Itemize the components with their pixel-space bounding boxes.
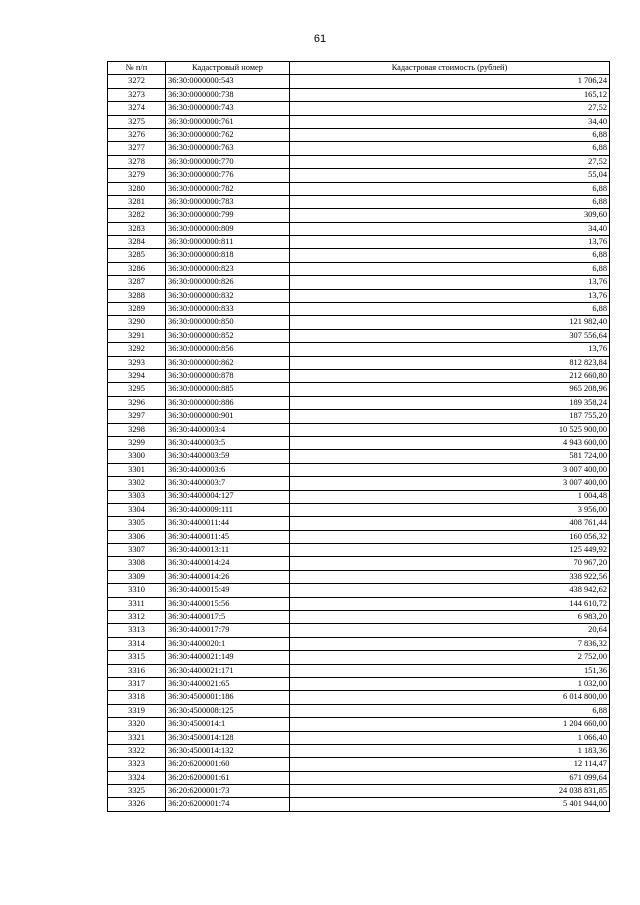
row-number-cell: 3324 bbox=[108, 771, 166, 784]
cadastral-number-cell: 36:30:0000000:833 bbox=[166, 303, 290, 316]
cadastral-value-cell: 338 922,56 bbox=[290, 570, 610, 583]
row-number-cell: 3273 bbox=[108, 88, 166, 101]
cadastral-number-cell: 36:30:0000000:543 bbox=[166, 75, 290, 88]
cadastral-number-cell: 36:30:4400013:11 bbox=[166, 544, 290, 557]
row-number-cell: 3298 bbox=[108, 423, 166, 436]
row-number-cell: 3304 bbox=[108, 503, 166, 516]
cadastral-number-cell: 36:30:4400003:4 bbox=[166, 423, 290, 436]
table-row bbox=[108, 222, 610, 235]
cadastral-number-cell: 36:30:4400003:59 bbox=[166, 450, 290, 463]
cadastral-value-cell: 5 401 944,00 bbox=[290, 798, 610, 811]
table-row bbox=[108, 691, 610, 704]
cadastral-number-cell: 36:30:4400003:5 bbox=[166, 436, 290, 449]
cadastral-value-cell: 2 752,00 bbox=[290, 651, 610, 664]
cadastral-value-cell: 34,40 bbox=[290, 115, 610, 128]
cadastral-number-cell: 36:30:0000000:852 bbox=[166, 329, 290, 342]
row-number-cell: 3311 bbox=[108, 597, 166, 610]
cadastral-number-cell: 36:30:0000000:763 bbox=[166, 142, 290, 155]
table-row bbox=[108, 289, 610, 302]
cadastral-number-cell: 36:30:0000000:826 bbox=[166, 276, 290, 289]
table-row bbox=[108, 102, 610, 115]
row-number-cell: 3301 bbox=[108, 463, 166, 476]
cadastral-value-cell: 189 358,24 bbox=[290, 396, 610, 409]
cadastral-value-cell: 6,88 bbox=[290, 262, 610, 275]
table-row bbox=[108, 209, 610, 222]
table-row bbox=[108, 637, 610, 650]
row-number-cell: 3276 bbox=[108, 128, 166, 141]
cadastral-number-cell: 36:20:6200001:61 bbox=[166, 771, 290, 784]
table-row bbox=[108, 677, 610, 690]
table-row bbox=[108, 785, 610, 798]
cadastral-number-cell: 36:30:0000000:762 bbox=[166, 128, 290, 141]
table-row bbox=[108, 651, 610, 664]
row-number-cell: 3302 bbox=[108, 477, 166, 490]
cadastral-number-cell: 36:30:4500014:1 bbox=[166, 718, 290, 731]
cadastral-number-cell: 36:30:4400011:44 bbox=[166, 517, 290, 530]
cadastral-value-cell: 6,88 bbox=[290, 142, 610, 155]
row-number-cell: 3284 bbox=[108, 236, 166, 249]
table-row bbox=[108, 383, 610, 396]
row-number-cell: 3307 bbox=[108, 544, 166, 557]
cadastral-number-cell: 36:30:0000000:901 bbox=[166, 410, 290, 423]
table-row bbox=[108, 477, 610, 490]
row-number-cell: 3280 bbox=[108, 182, 166, 195]
table-row bbox=[108, 262, 610, 275]
row-number-cell: 3294 bbox=[108, 369, 166, 382]
table-body bbox=[108, 75, 610, 811]
cadastral-number-cell: 36:30:0000000:809 bbox=[166, 222, 290, 235]
cadastral-value-cell: 6 983,20 bbox=[290, 611, 610, 624]
table-row bbox=[108, 436, 610, 449]
row-number-cell: 3297 bbox=[108, 410, 166, 423]
row-number-cell: 3314 bbox=[108, 637, 166, 650]
row-number-cell: 3293 bbox=[108, 356, 166, 369]
cadastral-value-cell: 4 943 600,00 bbox=[290, 436, 610, 449]
table-row bbox=[108, 182, 610, 195]
cadastral-value-cell: 34,40 bbox=[290, 222, 610, 235]
header-cadastral-value: Кадастровая стоимость (рублей) bbox=[290, 62, 610, 75]
header-cadastral-number: Кадастровый номер bbox=[166, 62, 290, 75]
row-number-cell: 3295 bbox=[108, 383, 166, 396]
cadastral-value-cell: 70 967,20 bbox=[290, 557, 610, 570]
row-number-cell: 3290 bbox=[108, 316, 166, 329]
table-row bbox=[108, 744, 610, 757]
cadastral-number-cell: 36:30:0000000:862 bbox=[166, 356, 290, 369]
table-row bbox=[108, 423, 610, 436]
cadastral-number-cell: 36:20:6200001:73 bbox=[166, 785, 290, 798]
cadastral-number-cell: 36:30:0000000:832 bbox=[166, 289, 290, 302]
table-row bbox=[108, 517, 610, 530]
table-row bbox=[108, 195, 610, 208]
cadastral-value-cell: 144 610,72 bbox=[290, 597, 610, 610]
cadastral-number-cell: 36:30:4400015:56 bbox=[166, 597, 290, 610]
cadastral-number-cell: 36:30:4400021:171 bbox=[166, 664, 290, 677]
cadastral-value-cell: 212 660,80 bbox=[290, 369, 610, 382]
table-header bbox=[108, 62, 610, 75]
row-number-cell: 3300 bbox=[108, 450, 166, 463]
cadastral-value-cell: 581 724,00 bbox=[290, 450, 610, 463]
table-row bbox=[108, 169, 610, 182]
cadastral-value-cell: 12 114,47 bbox=[290, 758, 610, 771]
cadastral-number-cell: 36:30:4500014:128 bbox=[166, 731, 290, 744]
table-row bbox=[108, 142, 610, 155]
cadastral-value-cell: 13,76 bbox=[290, 276, 610, 289]
cadastral-value-cell: 13,76 bbox=[290, 236, 610, 249]
row-number-cell: 3312 bbox=[108, 611, 166, 624]
cadastral-number-cell: 36:30:0000000:856 bbox=[166, 343, 290, 356]
cadastral-value-cell: 7 836,32 bbox=[290, 637, 610, 650]
cadastral-value-cell: 1 706,24 bbox=[290, 75, 610, 88]
header-row bbox=[108, 62, 610, 75]
row-number-cell: 3320 bbox=[108, 718, 166, 731]
table-row bbox=[108, 329, 610, 342]
cadastral-number-cell: 36:30:4400014:24 bbox=[166, 557, 290, 570]
cadastral-number-cell: 36:30:4500014:132 bbox=[166, 744, 290, 757]
cadastral-number-cell: 36:30:0000000:878 bbox=[166, 369, 290, 382]
table-row bbox=[108, 463, 610, 476]
table-row bbox=[108, 343, 610, 356]
cadastral-value-cell: 20,64 bbox=[290, 624, 610, 637]
cadastral-value-cell: 6,88 bbox=[290, 128, 610, 141]
row-number-cell: 3299 bbox=[108, 436, 166, 449]
cadastral-number-cell: 36:30:0000000:783 bbox=[166, 195, 290, 208]
cadastral-value-cell: 408 761,44 bbox=[290, 517, 610, 530]
cadastral-value-cell: 24 038 831,85 bbox=[290, 785, 610, 798]
row-number-cell: 3285 bbox=[108, 249, 166, 262]
table-row bbox=[108, 450, 610, 463]
row-number-cell: 3291 bbox=[108, 329, 166, 342]
row-number-cell: 3274 bbox=[108, 102, 166, 115]
table-row bbox=[108, 410, 610, 423]
row-number-cell: 3278 bbox=[108, 155, 166, 168]
table-row bbox=[108, 249, 610, 262]
table-row bbox=[108, 88, 610, 101]
table-row bbox=[108, 316, 610, 329]
row-number-cell: 3315 bbox=[108, 651, 166, 664]
cadastral-number-cell: 36:30:4400003:7 bbox=[166, 477, 290, 490]
cadastral-value-table bbox=[107, 61, 610, 812]
cadastral-number-cell: 36:30:0000000:761 bbox=[166, 115, 290, 128]
table-row bbox=[108, 718, 610, 731]
row-number-cell: 3319 bbox=[108, 704, 166, 717]
table-row bbox=[108, 396, 610, 409]
cadastral-value-cell: 27,52 bbox=[290, 102, 610, 115]
table-row bbox=[108, 544, 610, 557]
table-row bbox=[108, 530, 610, 543]
row-number-cell: 3277 bbox=[108, 142, 166, 155]
page-number: 61 bbox=[313, 33, 327, 45]
table-row bbox=[108, 704, 610, 717]
table-row bbox=[108, 276, 610, 289]
table-row bbox=[108, 731, 610, 744]
table-row bbox=[108, 490, 610, 503]
row-number-cell: 3309 bbox=[108, 570, 166, 583]
cadastral-value-cell: 438 942,62 bbox=[290, 584, 610, 597]
row-number-cell: 3323 bbox=[108, 758, 166, 771]
row-number-cell: 3286 bbox=[108, 262, 166, 275]
cadastral-number-cell: 36:30:0000000:818 bbox=[166, 249, 290, 262]
table-row bbox=[108, 115, 610, 128]
table-row bbox=[108, 356, 610, 369]
row-number-cell: 3308 bbox=[108, 557, 166, 570]
table-row bbox=[108, 557, 610, 570]
table-row bbox=[108, 624, 610, 637]
cadastral-value-cell: 121 982,40 bbox=[290, 316, 610, 329]
cadastral-number-cell: 36:30:4400003:6 bbox=[166, 463, 290, 476]
cadastral-number-cell: 36:20:6200001:74 bbox=[166, 798, 290, 811]
row-number-cell: 3310 bbox=[108, 584, 166, 597]
cadastral-value-cell: 3 956,00 bbox=[290, 503, 610, 516]
cadastral-value-cell: 6,88 bbox=[290, 303, 610, 316]
cadastral-value-cell: 165,12 bbox=[290, 88, 610, 101]
cadastral-number-cell: 36:30:0000000:886 bbox=[166, 396, 290, 409]
cadastral-value-cell: 812 823,84 bbox=[290, 356, 610, 369]
cadastral-number-cell: 36:30:4400021:149 bbox=[166, 651, 290, 664]
row-number-cell: 3318 bbox=[108, 691, 166, 704]
table-row bbox=[108, 758, 610, 771]
row-number-cell: 3272 bbox=[108, 75, 166, 88]
table-row bbox=[108, 570, 610, 583]
cadastral-number-cell: 36:30:0000000:823 bbox=[166, 262, 290, 275]
row-number-cell: 3283 bbox=[108, 222, 166, 235]
cadastral-value-cell: 6,88 bbox=[290, 704, 610, 717]
row-number-cell: 3303 bbox=[108, 490, 166, 503]
cadastral-value-cell: 6,88 bbox=[290, 249, 610, 262]
cadastral-number-cell: 36:30:4400014:26 bbox=[166, 570, 290, 583]
row-number-cell: 3282 bbox=[108, 209, 166, 222]
cadastral-number-cell: 36:30:0000000:738 bbox=[166, 88, 290, 101]
table-row bbox=[108, 303, 610, 316]
cadastral-number-cell: 36:30:4400015:49 bbox=[166, 584, 290, 597]
cadastral-value-cell: 1 183,36 bbox=[290, 744, 610, 757]
cadastral-number-cell: 36:30:0000000:743 bbox=[166, 102, 290, 115]
table-row bbox=[108, 584, 610, 597]
table-row bbox=[108, 503, 610, 516]
cadastral-value-cell: 55,04 bbox=[290, 169, 610, 182]
cadastral-value-cell: 3 007 400,00 bbox=[290, 477, 610, 490]
cadastral-value-cell: 6,88 bbox=[290, 182, 610, 195]
table-row bbox=[108, 611, 610, 624]
cadastral-number-cell: 36:30:4500001:186 bbox=[166, 691, 290, 704]
cadastral-value-cell: 1 204 660,00 bbox=[290, 718, 610, 731]
cadastral-value-cell: 187 755,20 bbox=[290, 410, 610, 423]
cadastral-value-cell: 1 032,00 bbox=[290, 677, 610, 690]
cadastral-number-cell: 36:30:0000000:770 bbox=[166, 155, 290, 168]
row-number-cell: 3325 bbox=[108, 785, 166, 798]
cadastral-value-cell: 1 066,40 bbox=[290, 731, 610, 744]
row-number-cell: 3296 bbox=[108, 396, 166, 409]
row-number-cell: 3306 bbox=[108, 530, 166, 543]
cadastral-number-cell: 36:30:0000000:799 bbox=[166, 209, 290, 222]
cadastral-value-cell: 6,88 bbox=[290, 195, 610, 208]
cadastral-value-cell: 671 099,64 bbox=[290, 771, 610, 784]
cadastral-number-cell: 36:30:0000000:776 bbox=[166, 169, 290, 182]
cadastral-value-cell: 13,76 bbox=[290, 343, 610, 356]
cadastral-value-cell: 1 004,48 bbox=[290, 490, 610, 503]
row-number-cell: 3289 bbox=[108, 303, 166, 316]
cadastral-number-cell: 36:30:4400009:111 bbox=[166, 503, 290, 516]
cadastral-value-cell: 309,60 bbox=[290, 209, 610, 222]
cadastral-number-cell: 36:30:0000000:811 bbox=[166, 236, 290, 249]
cadastral-number-cell: 36:20:6200001:60 bbox=[166, 758, 290, 771]
cadastral-value-cell: 3 007 400,00 bbox=[290, 463, 610, 476]
cadastral-number-cell: 36:30:4400011:45 bbox=[166, 530, 290, 543]
row-number-cell: 3288 bbox=[108, 289, 166, 302]
table-row bbox=[108, 128, 610, 141]
table-row bbox=[108, 664, 610, 677]
table-row bbox=[108, 597, 610, 610]
cadastral-value-cell: 160 056,32 bbox=[290, 530, 610, 543]
row-number-cell: 3322 bbox=[108, 744, 166, 757]
cadastral-value-cell: 125 449,92 bbox=[290, 544, 610, 557]
cadastral-number-cell: 36:30:4400017:79 bbox=[166, 624, 290, 637]
header-row-number: № п/п bbox=[108, 62, 166, 75]
cadastral-number-cell: 36:30:4400021:65 bbox=[166, 677, 290, 690]
row-number-cell: 3313 bbox=[108, 624, 166, 637]
table-row bbox=[108, 798, 610, 811]
cadastral-value-cell: 965 208,96 bbox=[290, 383, 610, 396]
cadastral-value-cell: 10 525 900,00 bbox=[290, 423, 610, 436]
row-number-cell: 3326 bbox=[108, 798, 166, 811]
cadastral-number-cell: 36:30:4400004:127 bbox=[166, 490, 290, 503]
cadastral-value-cell: 13,76 bbox=[290, 289, 610, 302]
table-row bbox=[108, 155, 610, 168]
cadastral-value-cell: 6 014 800,00 bbox=[290, 691, 610, 704]
cadastral-number-cell: 36:30:4400017:5 bbox=[166, 611, 290, 624]
cadastral-number-cell: 36:30:4500008:125 bbox=[166, 704, 290, 717]
cadastral-value-cell: 151,36 bbox=[290, 664, 610, 677]
row-number-cell: 3275 bbox=[108, 115, 166, 128]
row-number-cell: 3305 bbox=[108, 517, 166, 530]
cadastral-number-cell: 36:30:4400020:1 bbox=[166, 637, 290, 650]
row-number-cell: 3292 bbox=[108, 343, 166, 356]
row-number-cell: 3281 bbox=[108, 195, 166, 208]
table-row bbox=[108, 75, 610, 88]
row-number-cell: 3316 bbox=[108, 664, 166, 677]
table-row bbox=[108, 236, 610, 249]
cadastral-number-cell: 36:30:0000000:782 bbox=[166, 182, 290, 195]
row-number-cell: 3287 bbox=[108, 276, 166, 289]
cadastral-value-cell: 27,52 bbox=[290, 155, 610, 168]
table-row bbox=[108, 369, 610, 382]
cadastral-number-cell: 36:30:0000000:885 bbox=[166, 383, 290, 396]
table-row bbox=[108, 771, 610, 784]
cadastral-number-cell: 36:30:0000000:850 bbox=[166, 316, 290, 329]
row-number-cell: 3321 bbox=[108, 731, 166, 744]
row-number-cell: 3279 bbox=[108, 169, 166, 182]
cadastral-value-cell: 307 556,64 bbox=[290, 329, 610, 342]
row-number-cell: 3317 bbox=[108, 677, 166, 690]
